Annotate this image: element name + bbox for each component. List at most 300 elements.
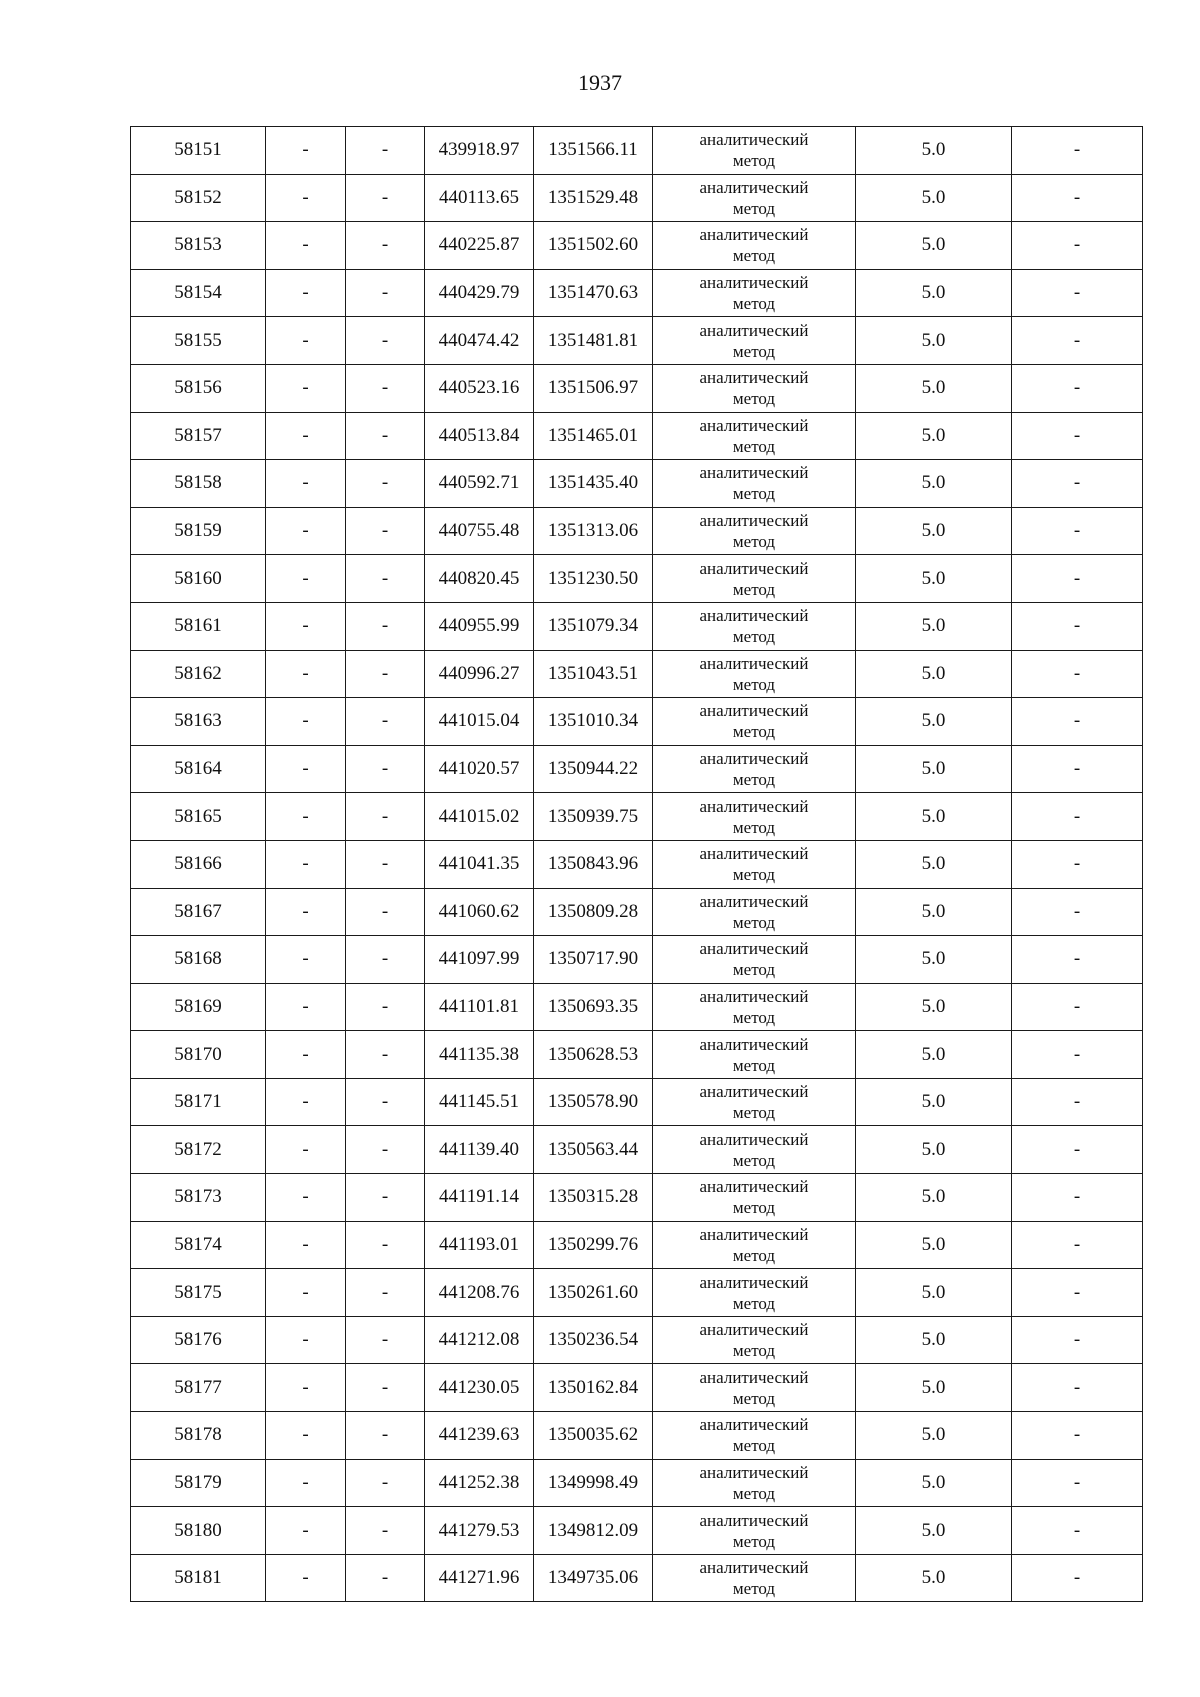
cell-accuracy: 5.0 [856,1316,1012,1364]
cell-accuracy: 5.0 [856,507,1012,555]
cell-y-coordinate: 1349812.09 [534,1507,653,1555]
cell-x-coordinate: 440996.27 [425,650,534,698]
cell-col2: - [266,1412,346,1460]
cell-x-coordinate: 440820.45 [425,555,534,603]
cell-y-coordinate: 1350843.96 [534,840,653,888]
cell-accuracy: 5.0 [856,555,1012,603]
cell-col8: - [1012,174,1143,222]
cell-col3: - [346,1221,425,1269]
cell-x-coordinate: 440592.71 [425,460,534,508]
cell-point-number: 58169 [131,983,266,1031]
cell-col8: - [1012,412,1143,460]
cell-col2: - [266,983,346,1031]
cell-col8: - [1012,1126,1143,1174]
cell-x-coordinate: 441139.40 [425,1126,534,1174]
table-row [131,1126,1143,1174]
cell-x-coordinate: 440955.99 [425,602,534,650]
cell-accuracy: 5.0 [856,602,1012,650]
table-row [131,1459,1143,1507]
cell-accuracy: 5.0 [856,364,1012,412]
cell-y-coordinate: 1351470.63 [534,269,653,317]
cell-point-number: 58180 [131,1507,266,1555]
cell-y-coordinate: 1351529.48 [534,174,653,222]
cell-x-coordinate: 441230.05 [425,1364,534,1412]
method-line2: метод [732,294,776,314]
cell-col8: - [1012,460,1143,508]
method-line2: метод [732,436,776,456]
cell-point-number: 58174 [131,1221,266,1269]
table-row [131,555,1143,603]
cell-col2: - [266,1269,346,1317]
cell-col8: - [1012,1174,1143,1222]
cell-point-number: 58167 [131,888,266,936]
coordinates-table [130,126,1143,1602]
method-line1: аналитический [699,368,809,388]
cell-y-coordinate: 1351481.81 [534,317,653,365]
cell-col8: - [1012,936,1143,984]
cell-y-coordinate: 1350261.60 [534,1269,653,1317]
cell-accuracy: 5.0 [856,317,1012,365]
method-line1: аналитический [699,986,809,1006]
cell-col8: - [1012,127,1143,175]
cell-col2: - [266,650,346,698]
cell-y-coordinate: 1350563.44 [534,1126,653,1174]
cell-col8: - [1012,1459,1143,1507]
cell-col2: - [266,174,346,222]
cell-accuracy: 5.0 [856,1031,1012,1079]
cell-method [653,507,856,555]
cell-point-number: 58161 [131,602,266,650]
method-line2: метод [732,1150,776,1170]
table-row [131,317,1143,365]
cell-col8: - [1012,1031,1143,1079]
method-line2: метод [732,341,776,361]
cell-point-number: 58175 [131,1269,266,1317]
cell-y-coordinate: 1350162.84 [534,1364,653,1412]
cell-x-coordinate: 440225.87 [425,222,534,270]
method-line2: метод [732,1436,776,1456]
cell-col2: - [266,269,346,317]
cell-point-number: 58181 [131,1554,266,1602]
method-line2: метод [732,1388,776,1408]
method-line1: аналитический [699,606,809,626]
cell-col3: - [346,1507,425,1555]
table-row [131,698,1143,746]
method-line2: метод [732,1341,776,1361]
method-line1: аналитический [699,1510,809,1530]
method-line1: аналитический [699,749,809,769]
cell-col2: - [266,555,346,603]
cell-col8: - [1012,745,1143,793]
cell-col3: - [346,602,425,650]
method-line2: метод [732,246,776,266]
cell-accuracy: 5.0 [856,1126,1012,1174]
cell-col3: - [346,1031,425,1079]
method-line1: аналитический [699,939,809,959]
cell-col2: - [266,507,346,555]
cell-col3: - [346,936,425,984]
method-line1: аналитический [699,1367,809,1387]
cell-y-coordinate: 1351079.34 [534,602,653,650]
cell-method [653,1269,856,1317]
cell-accuracy: 5.0 [856,745,1012,793]
table-row [131,983,1143,1031]
cell-x-coordinate: 441097.99 [425,936,534,984]
cell-method [653,1126,856,1174]
method-line2: метод [732,532,776,552]
cell-col3: - [346,793,425,841]
table-row [131,1364,1143,1412]
cell-accuracy: 5.0 [856,1269,1012,1317]
method-line1: аналитический [699,1320,809,1340]
cell-col8: - [1012,1554,1143,1602]
cell-y-coordinate: 1350315.28 [534,1174,653,1222]
cell-y-coordinate: 1350299.76 [534,1221,653,1269]
cell-point-number: 58162 [131,650,266,698]
table-row [131,460,1143,508]
method-line1: аналитический [699,1415,809,1435]
cell-point-number: 58151 [131,127,266,175]
cell-col3: - [346,317,425,365]
cell-x-coordinate: 441191.14 [425,1174,534,1222]
cell-col3: - [346,507,425,555]
cell-col2: - [266,745,346,793]
cell-col2: - [266,1126,346,1174]
cell-accuracy: 5.0 [856,1412,1012,1460]
cell-method [653,936,856,984]
method-line1: аналитический [699,844,809,864]
cell-point-number: 58154 [131,269,266,317]
cell-method [653,1459,856,1507]
cell-y-coordinate: 1350717.90 [534,936,653,984]
method-line2: метод [732,722,776,742]
cell-y-coordinate: 1351502.60 [534,222,653,270]
cell-x-coordinate: 441015.04 [425,698,534,746]
cell-col2: - [266,698,346,746]
cell-x-coordinate: 441101.81 [425,983,534,1031]
cell-col3: - [346,1269,425,1317]
table-row [131,602,1143,650]
method-line2: метод [732,865,776,885]
cell-point-number: 58164 [131,745,266,793]
cell-col8: - [1012,364,1143,412]
cell-col3: - [346,1174,425,1222]
cell-method [653,269,856,317]
cell-col2: - [266,1031,346,1079]
method-line2: метод [732,1579,776,1599]
method-line1: аналитический [699,225,809,245]
method-line2: метод [732,484,776,504]
cell-x-coordinate: 440429.79 [425,269,534,317]
cell-point-number: 58176 [131,1316,266,1364]
cell-col8: - [1012,698,1143,746]
cell-col8: - [1012,555,1143,603]
method-line2: метод [732,627,776,647]
cell-point-number: 58158 [131,460,266,508]
cell-col3: - [346,269,425,317]
cell-col2: - [266,1316,346,1364]
cell-col8: - [1012,602,1143,650]
cell-col2: - [266,1221,346,1269]
cell-col8: - [1012,840,1143,888]
cell-method [653,1412,856,1460]
cell-method [653,840,856,888]
cell-col2: - [266,364,346,412]
cell-x-coordinate: 440474.42 [425,317,534,365]
cell-x-coordinate: 441279.53 [425,1507,534,1555]
cell-method [653,1174,856,1222]
cell-method [653,460,856,508]
cell-col3: - [346,888,425,936]
cell-y-coordinate: 1351566.11 [534,127,653,175]
method-line1: аналитический [699,1129,809,1149]
cell-method [653,793,856,841]
table-row [131,364,1143,412]
cell-point-number: 58170 [131,1031,266,1079]
method-line1: аналитический [699,796,809,816]
cell-method [653,555,856,603]
cell-col8: - [1012,1364,1143,1412]
method-line2: метод [732,1198,776,1218]
method-line1: аналитический [699,1082,809,1102]
cell-x-coordinate: 441271.96 [425,1554,534,1602]
table-row [131,1412,1143,1460]
cell-accuracy: 5.0 [856,412,1012,460]
table-row [131,793,1143,841]
method-line1: аналитический [699,558,809,578]
method-line2: метод [732,1531,776,1551]
cell-x-coordinate: 441252.38 [425,1459,534,1507]
cell-point-number: 58156 [131,364,266,412]
table-row [131,650,1143,698]
method-line1: аналитический [699,1462,809,1482]
cell-col2: - [266,793,346,841]
cell-y-coordinate: 1351506.97 [534,364,653,412]
table-row [131,1269,1143,1317]
cell-col3: - [346,1364,425,1412]
cell-col3: - [346,555,425,603]
cell-col3: - [346,1554,425,1602]
cell-accuracy: 5.0 [856,222,1012,270]
table-row [131,936,1143,984]
cell-x-coordinate: 441145.51 [425,1078,534,1126]
method-line2: метод [732,1103,776,1123]
method-line2: метод [732,674,776,694]
table-row [131,412,1143,460]
cell-method [653,127,856,175]
method-line2: метод [732,1293,776,1313]
cell-col3: - [346,1459,425,1507]
cell-x-coordinate: 439918.97 [425,127,534,175]
cell-col3: - [346,460,425,508]
method-line1: аналитический [699,415,809,435]
cell-method [653,983,856,1031]
cell-col2: - [266,1507,346,1555]
cell-y-coordinate: 1350809.28 [534,888,653,936]
table-row [131,1507,1143,1555]
cell-point-number: 58178 [131,1412,266,1460]
table-row [131,222,1143,270]
method-line1: аналитический [699,1224,809,1244]
cell-x-coordinate: 440755.48 [425,507,534,555]
method-line2: метод [732,1055,776,1075]
cell-accuracy: 5.0 [856,650,1012,698]
table-row [131,840,1143,888]
cell-col8: - [1012,650,1143,698]
cell-col8: - [1012,1507,1143,1555]
method-line2: метод [732,912,776,932]
cell-method [653,1078,856,1126]
cell-col3: - [346,840,425,888]
cell-point-number: 58159 [131,507,266,555]
method-line2: метод [732,960,776,980]
cell-method [653,602,856,650]
page-number: 1937 [578,70,622,95]
method-line2: метод [732,1245,776,1265]
method-line1: аналитический [699,1177,809,1197]
cell-col3: - [346,364,425,412]
cell-accuracy: 5.0 [856,698,1012,746]
cell-point-number: 58160 [131,555,266,603]
table-row [131,1174,1143,1222]
method-line1: аналитический [699,1034,809,1054]
cell-col2: - [266,222,346,270]
cell-method [653,1031,856,1079]
cell-method [653,1221,856,1269]
cell-col3: - [346,1078,425,1126]
cell-col3: - [346,650,425,698]
cell-y-coordinate: 1351010.34 [534,698,653,746]
cell-col3: - [346,222,425,270]
cell-method [653,412,856,460]
cell-x-coordinate: 441208.76 [425,1269,534,1317]
cell-method [653,888,856,936]
table-row [131,1554,1143,1602]
cell-y-coordinate: 1350693.35 [534,983,653,1031]
cell-col2: - [266,127,346,175]
cell-method [653,1507,856,1555]
cell-accuracy: 5.0 [856,936,1012,984]
table-row [131,174,1143,222]
method-line2: метод [732,770,776,790]
cell-accuracy: 5.0 [856,793,1012,841]
cell-col3: - [346,698,425,746]
cell-col2: - [266,1174,346,1222]
cell-col3: - [346,1316,425,1364]
cell-y-coordinate: 1351313.06 [534,507,653,555]
cell-method [653,317,856,365]
method-line1: аналитический [699,130,809,150]
table-row [131,127,1143,175]
cell-x-coordinate: 441060.62 [425,888,534,936]
cell-y-coordinate: 1350578.90 [534,1078,653,1126]
table-row [131,1031,1143,1079]
table-row [131,1221,1143,1269]
cell-col8: - [1012,983,1143,1031]
method-line2: метод [732,817,776,837]
cell-col3: - [346,983,425,1031]
cell-accuracy: 5.0 [856,1174,1012,1222]
method-line1: аналитический [699,273,809,293]
cell-accuracy: 5.0 [856,1364,1012,1412]
cell-method [653,174,856,222]
cell-accuracy: 5.0 [856,269,1012,317]
cell-col8: - [1012,1412,1143,1460]
cell-point-number: 58173 [131,1174,266,1222]
table-row [131,1316,1143,1364]
cell-col8: - [1012,222,1143,270]
cell-col2: - [266,1459,346,1507]
cell-col8: - [1012,317,1143,365]
cell-col3: - [346,1412,425,1460]
table-row [131,269,1143,317]
cell-col3: - [346,1126,425,1174]
method-line1: аналитический [699,1272,809,1292]
cell-y-coordinate: 1351465.01 [534,412,653,460]
cell-point-number: 58171 [131,1078,266,1126]
method-line1: аналитический [699,320,809,340]
cell-x-coordinate: 440113.65 [425,174,534,222]
cell-col8: - [1012,1316,1143,1364]
table-body [131,127,1143,1602]
cell-col2: - [266,888,346,936]
cell-y-coordinate: 1350236.54 [534,1316,653,1364]
cell-col8: - [1012,888,1143,936]
cell-y-coordinate: 1351230.50 [534,555,653,603]
cell-col2: - [266,460,346,508]
cell-col2: - [266,840,346,888]
cell-accuracy: 5.0 [856,1507,1012,1555]
cell-col2: - [266,602,346,650]
cell-col2: - [266,1364,346,1412]
cell-y-coordinate: 1350939.75 [534,793,653,841]
table-row [131,1078,1143,1126]
cell-col2: - [266,1554,346,1602]
cell-point-number: 58163 [131,698,266,746]
cell-x-coordinate: 441020.57 [425,745,534,793]
cell-point-number: 58155 [131,317,266,365]
method-line2: метод [732,389,776,409]
method-line1: аналитический [699,891,809,911]
table-row [131,745,1143,793]
cell-accuracy: 5.0 [856,127,1012,175]
method-line1: аналитический [699,653,809,673]
cell-x-coordinate: 441239.63 [425,1412,534,1460]
method-line1: аналитический [699,701,809,721]
cell-point-number: 58168 [131,936,266,984]
method-line2: метод [732,151,776,171]
cell-accuracy: 5.0 [856,840,1012,888]
cell-accuracy: 5.0 [856,174,1012,222]
cell-x-coordinate: 441041.35 [425,840,534,888]
method-line1: аналитический [699,511,809,531]
cell-point-number: 58153 [131,222,266,270]
cell-accuracy: 5.0 [856,460,1012,508]
cell-method [653,1316,856,1364]
cell-method [653,1554,856,1602]
cell-col3: - [346,174,425,222]
cell-accuracy: 5.0 [856,1459,1012,1507]
method-line1: аналитический [699,177,809,197]
cell-point-number: 58157 [131,412,266,460]
cell-col8: - [1012,793,1143,841]
cell-x-coordinate: 440523.16 [425,364,534,412]
cell-col2: - [266,317,346,365]
method-line2: метод [732,1007,776,1027]
cell-point-number: 58152 [131,174,266,222]
cell-col2: - [266,1078,346,1126]
cell-y-coordinate: 1350035.62 [534,1412,653,1460]
